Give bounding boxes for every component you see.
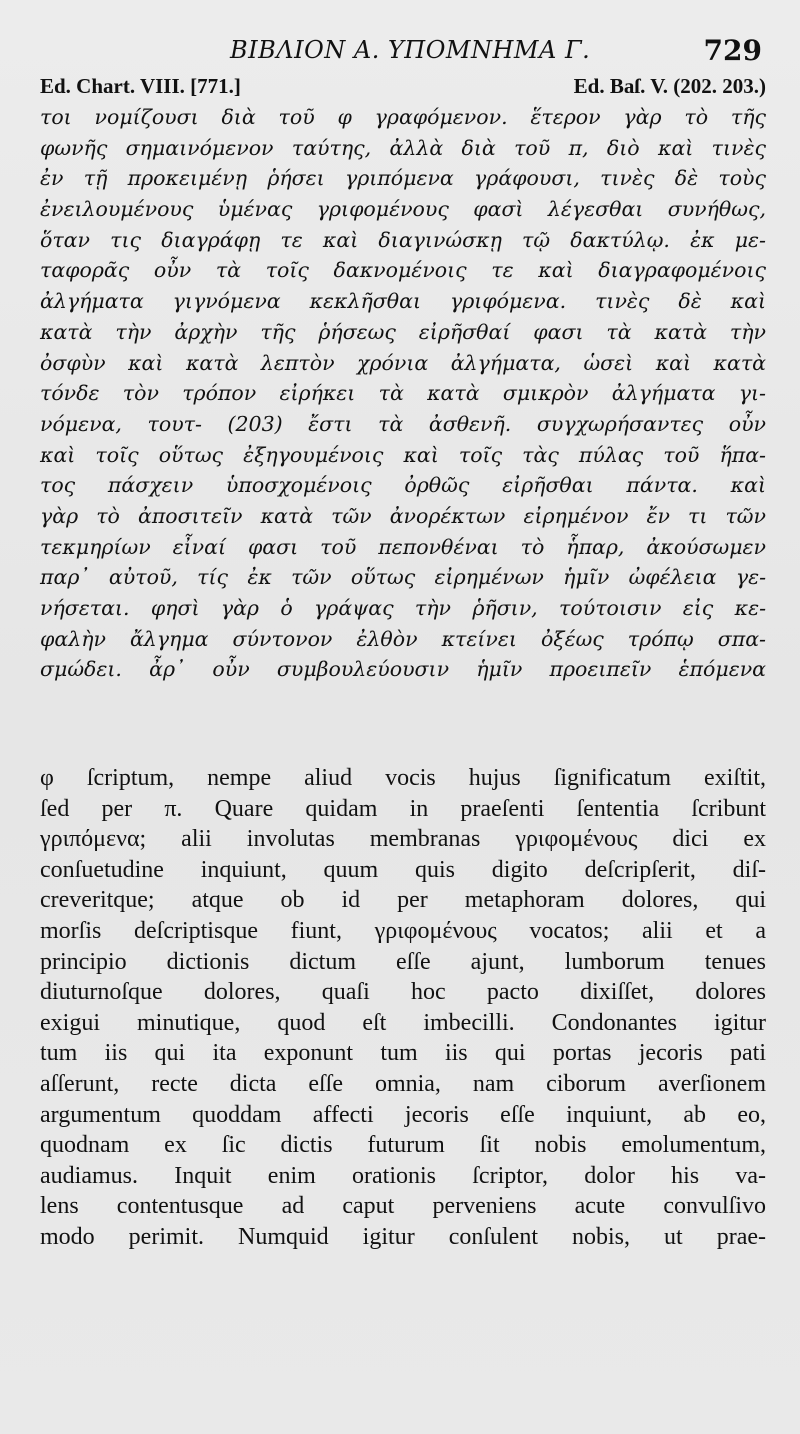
latin-line: creveritque; atque ob id per metaphoram dolores, qui — [40, 887, 766, 914]
greek-line: κατὰ τὴν ἀρχὴν τῆς ῥήσεως εἰρῆσθαί φασι τὰ κατὰ τὴν — [40, 319, 766, 344]
greek-line: ἐν τῇ προκειμένῃ ῥήσει γριπόμενα γράφουσι, τινὲς δὲ τοὺς — [40, 166, 766, 191]
greek-line: τεκμηρίων εἶναί φασι τοῦ πεπονθέναι τὸ ἧπαρ, ἀκούσωμεν — [40, 534, 766, 559]
edition-left: Ed. Chart. VIII. [771.] — [40, 74, 241, 98]
latin-line: φ ſcriptum, nempe aliud vocis hujus ſignificatum exiſtit, — [40, 765, 766, 792]
greek-line: σμώδει. ἆρ᾽ οὖν συμβουλεύουσιν ἡμῖν προειπεῖν ἑπόμενα — [40, 657, 766, 682]
greek-line: φαλὴν ἄλγημα σύντονον ἐλθὸν κτείνει ὀξέως τρόπῳ σπα- — [40, 626, 766, 651]
latin-line: principio dictionis dictum eſſe ajunt, lumborum tenues — [40, 948, 766, 975]
greek-line: ταφορᾶς οὖν τὰ τοῖς δακνομένοις τε καὶ διαγραφομένοις — [40, 258, 766, 283]
latin-line: aſſerunt, recte dicta eſſe omnia, nam ciborum averſionem — [40, 1071, 766, 1097]
edition-reference-line — [40, 72, 766, 100]
greek-line: τοι νομίζουσι διὰ τοῦ φ γραφόμενον. ἕτερον γὰρ τὸ τῆς — [40, 105, 766, 129]
latin-line: diuturnoſque dolores, quaſi hoc pacto dixiſſet, dolores — [40, 979, 766, 1006]
greek-line: ἐνειλουμένους ὑμένας γριφομένους φασὶ λέγεσθαι συνήθως, — [40, 197, 766, 222]
edition-right: Ed. Baſ. V. (202. 203.) — [573, 74, 766, 98]
latin-line: exigui minutique, quod eſt imbecilli. Condonantes igitur — [40, 1009, 766, 1036]
latin-line: ſed per π. Quare quidam in praeſenti ſententia ſcribunt — [40, 795, 766, 822]
greek-line: ἀλγήματα γιγνόμενα κεκλῆσθαι γριφόμενα. τινὲς δὲ καὶ — [40, 289, 766, 314]
latin-line: conſuetudine inquiunt, quum quis digito deſcripſerit, diſ- — [40, 856, 766, 883]
greek-line: ὅταν τις διαγράφῃ τε καὶ διαγινώσκῃ τῷ δακτύλῳ. ἐκ με- — [40, 227, 766, 252]
latin-line: quodnam ex ſic dictis futurum ſit nobis emolumentum, — [40, 1132, 766, 1159]
column-gap — [40, 685, 766, 763]
greek-line: ὀσφὺν καὶ κατὰ λεπτὸν χρόνια ἀλγήματα, ὡσεὶ καὶ κατὰ — [40, 350, 766, 375]
latin-text-block — [40, 763, 766, 1253]
page-number: 729 — [703, 34, 762, 67]
latin-line: morſis deſcriptisque fiunt, γριφομένους vocatos; alii et a — [40, 918, 766, 945]
running-title: ΒΙΒΛΙΟΝ Α. ΥΠΟΜΝΗΜΑ Γ. — [230, 36, 591, 64]
latin-line: modo perimit. Numquid igitur conſulent nobis, ut prae- — [40, 1223, 766, 1250]
latin-line: tum iis qui ita exponunt tum iis qui portas jecoris pati — [40, 1040, 766, 1067]
latin-line: lens contentusque ad caput perveniens acute convulſivo — [40, 1193, 766, 1220]
greek-line: τος πάσχειν ὑποσχομένοις ὀρθῶς εἰρῆσθαι πάντα. καὶ — [40, 473, 766, 498]
latin-line: audiamus. Inquit enim orationis ſcriptor, dolor his va- — [40, 1162, 766, 1189]
greek-line: νήσεται. φησὶ γὰρ ὁ γράψας τὴν ῥῆσιν, τούτοισιν εἰς κε- — [40, 596, 766, 620]
greek-line: νόμενα, τουτ- (203) ἔστι τὰ ἀσθενῆ. συγχωρήσαντες οὖν — [40, 411, 766, 436]
running-head — [40, 30, 766, 70]
greek-line: φωνῆς σημαινόμενον ταύτης, ἀλλὰ διὰ τοῦ π, διὸ καὶ τινὲς — [40, 135, 766, 160]
latin-line: γριπόμενα; alii involutas membranas γριφομένους dici ex — [40, 826, 766, 853]
greek-text-block — [40, 102, 766, 685]
greek-line: παρ᾽ αὐτοῦ, τίς ἐκ τῶν οὕτως εἰρημένων ἡμῖν ὠφέλεια γε- — [40, 565, 766, 590]
greek-line: καὶ τοῖς οὕτως ἐξηγουμένοις καὶ τοῖς τὰς πύλας τοῦ ἥπα- — [40, 442, 766, 467]
greek-line: γὰρ τὸ ἀποσιτεῖν κατὰ τῶν ἀνορέκτων εἰρημένον ἔν τι τῶν — [40, 503, 766, 528]
latin-line: argumentum quoddam affecti jecoris eſſe inquiunt, ab eo, — [40, 1101, 766, 1128]
greek-line: τόνδε τὸν τρόπον εἰρήκει τὰ κατὰ σμικρὸν ἀλγήματα γι- — [40, 381, 766, 406]
